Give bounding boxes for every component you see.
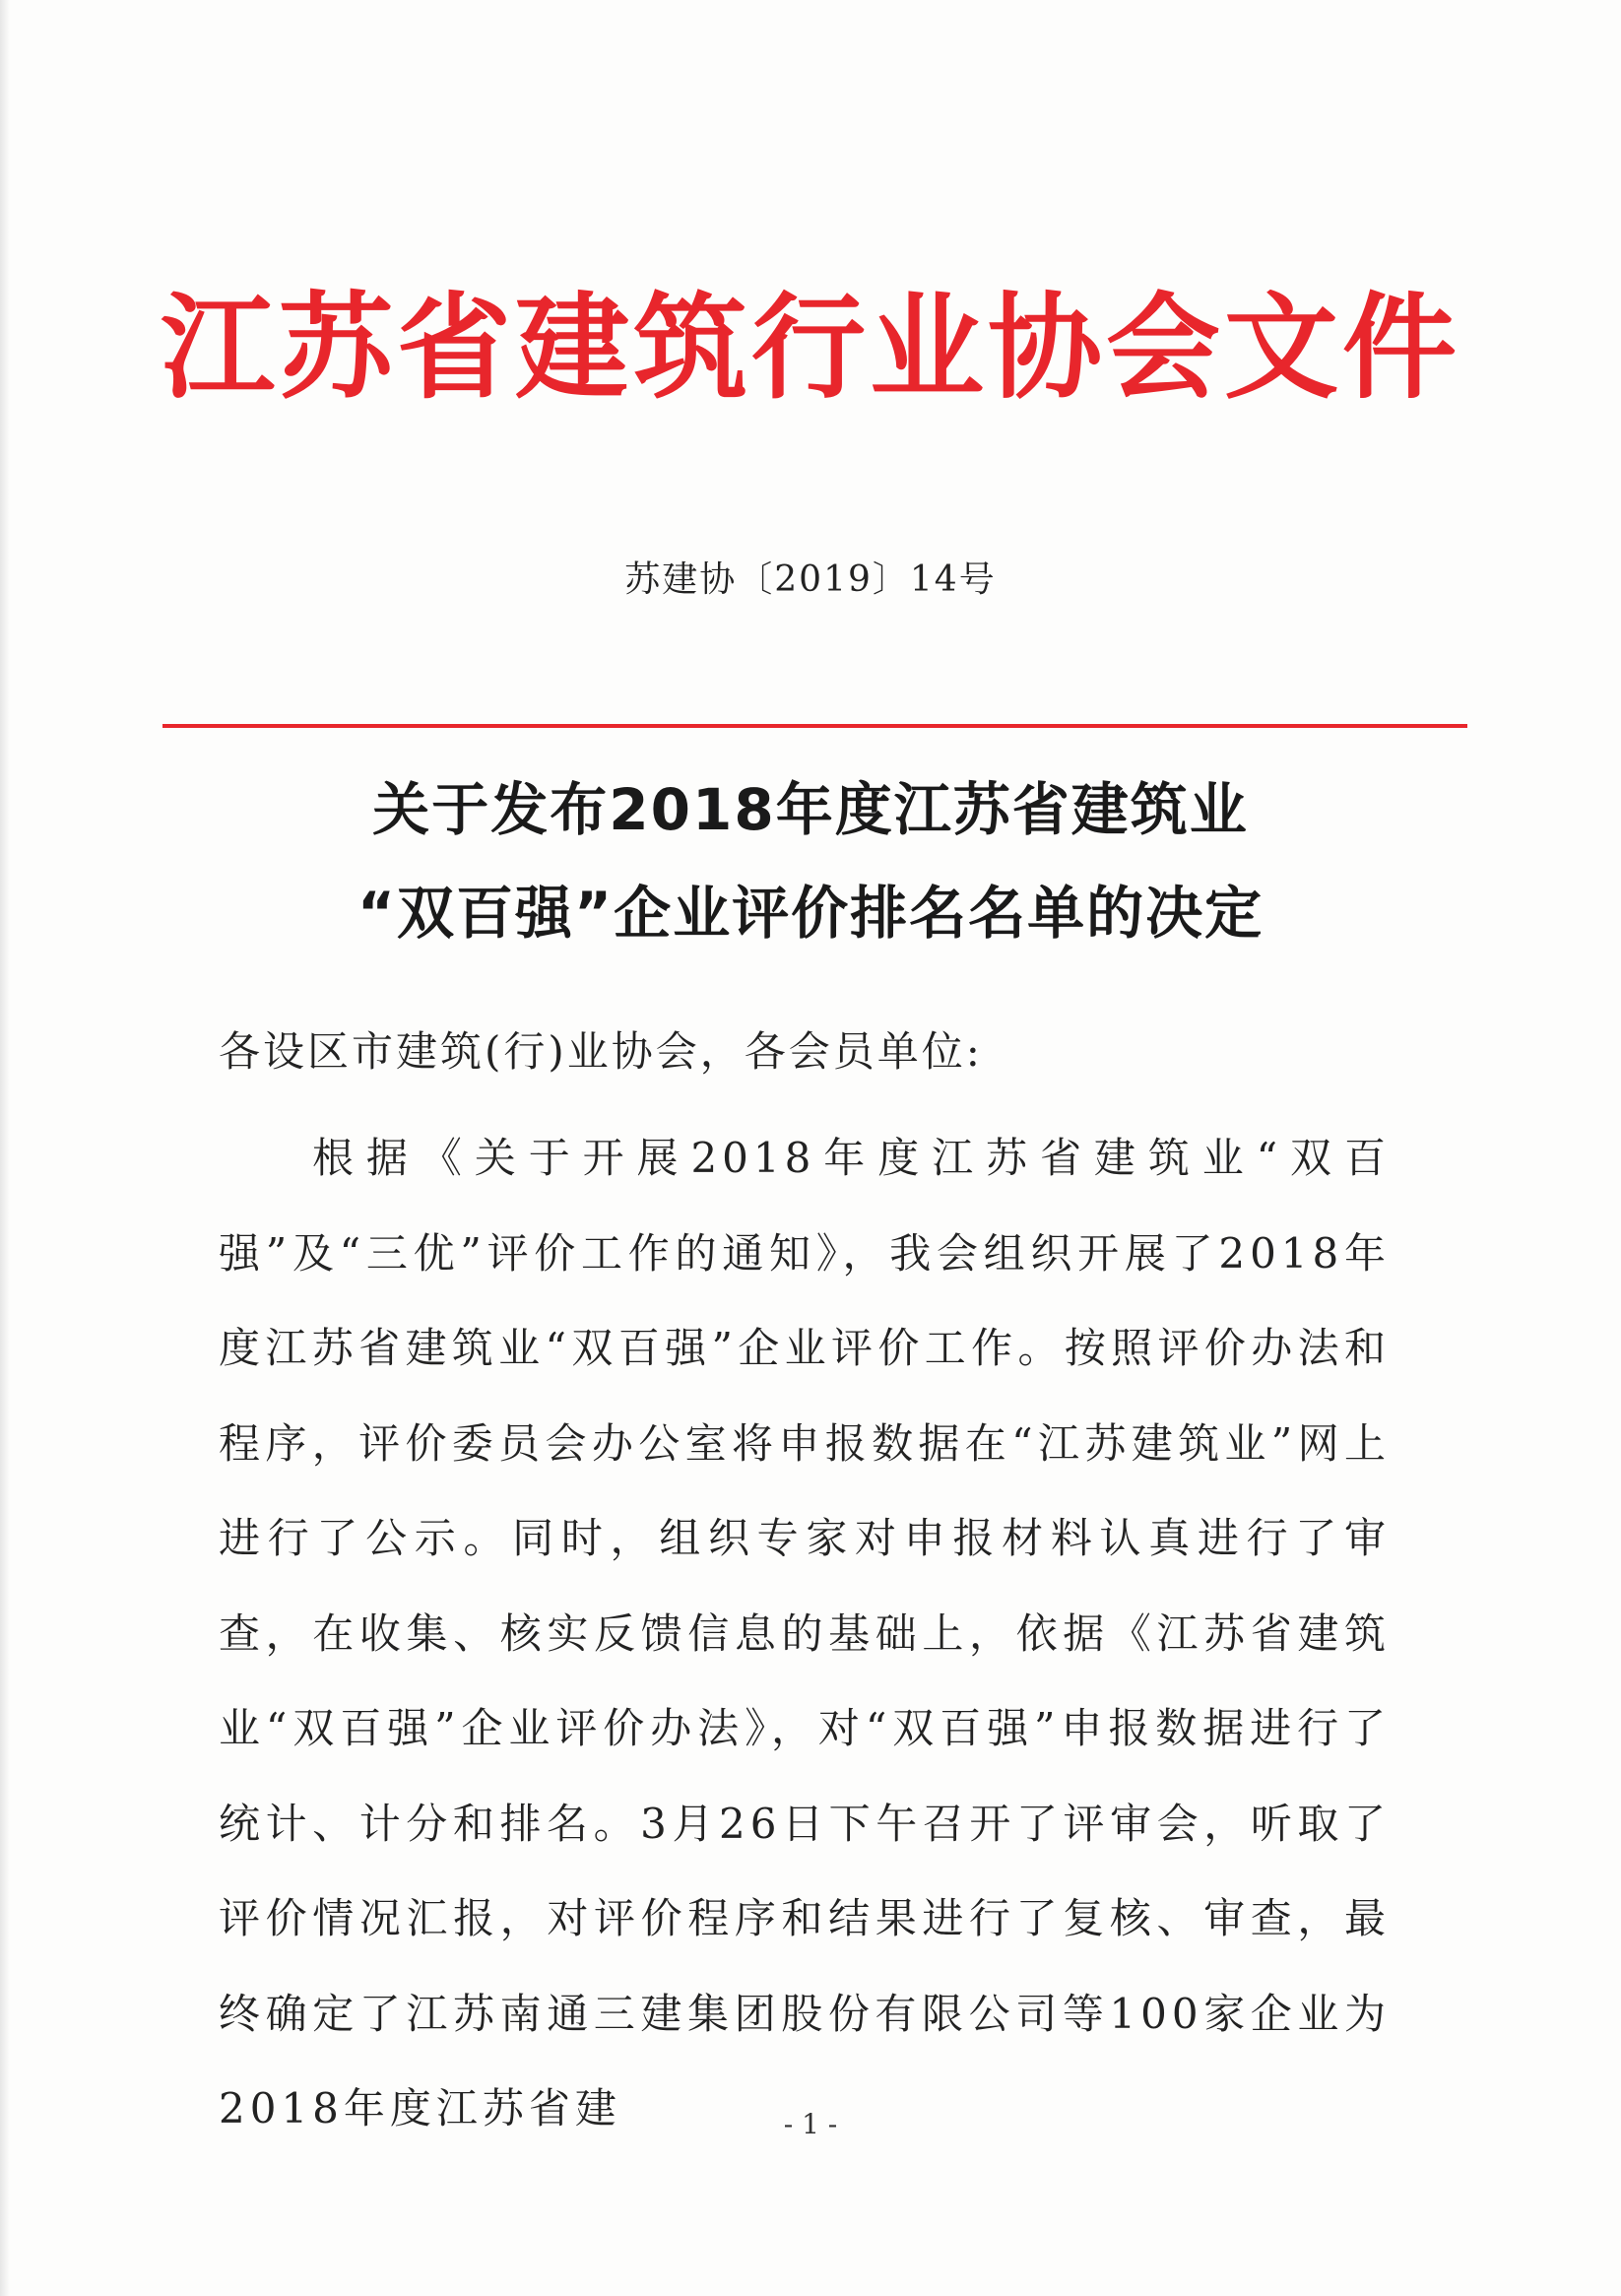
salutation: 各设区市建筑(行)业协会，各会员单位: [219,1027,983,1076]
red-divider-line [162,724,1467,728]
document-number: 苏建协〔2019〕14号 [624,559,997,600]
document-title-line-1: 关于发布2018年度江苏省建筑业 [372,776,1249,843]
page-number: - 1 - [783,2108,838,2140]
body-paragraph: 根据《关于开展2018年度江苏省建筑业“双百强”及“三优”评价工作的通知》，我会组织开展了2018年度江苏省建筑业“双百强”企业评价工作。按照评价办法和程序，评价委员会办公室将申报数据在“江苏建筑业”网上进行了公示。同时，组织专家对申报材料认真进行了审查，在收集、核实反馈信息的基础上，依据《江苏省建筑业“双百强”企业评价办法》，对“双百强”申报数据进行了统计、计分和排名。3月26日下午召开了评审会，听取了评价情况汇报，对评价程序和结果进行了复核、审查，最终确定了江苏南通三建集团股份有限公司等100家企业为2018年度江苏省建 [219,1134,1391,2132]
org-header-title: 江苏省建筑行业协会文件 [161,282,1460,415]
document-title-line-2: “双百强”企业评价排名名单的决定 [357,880,1264,947]
